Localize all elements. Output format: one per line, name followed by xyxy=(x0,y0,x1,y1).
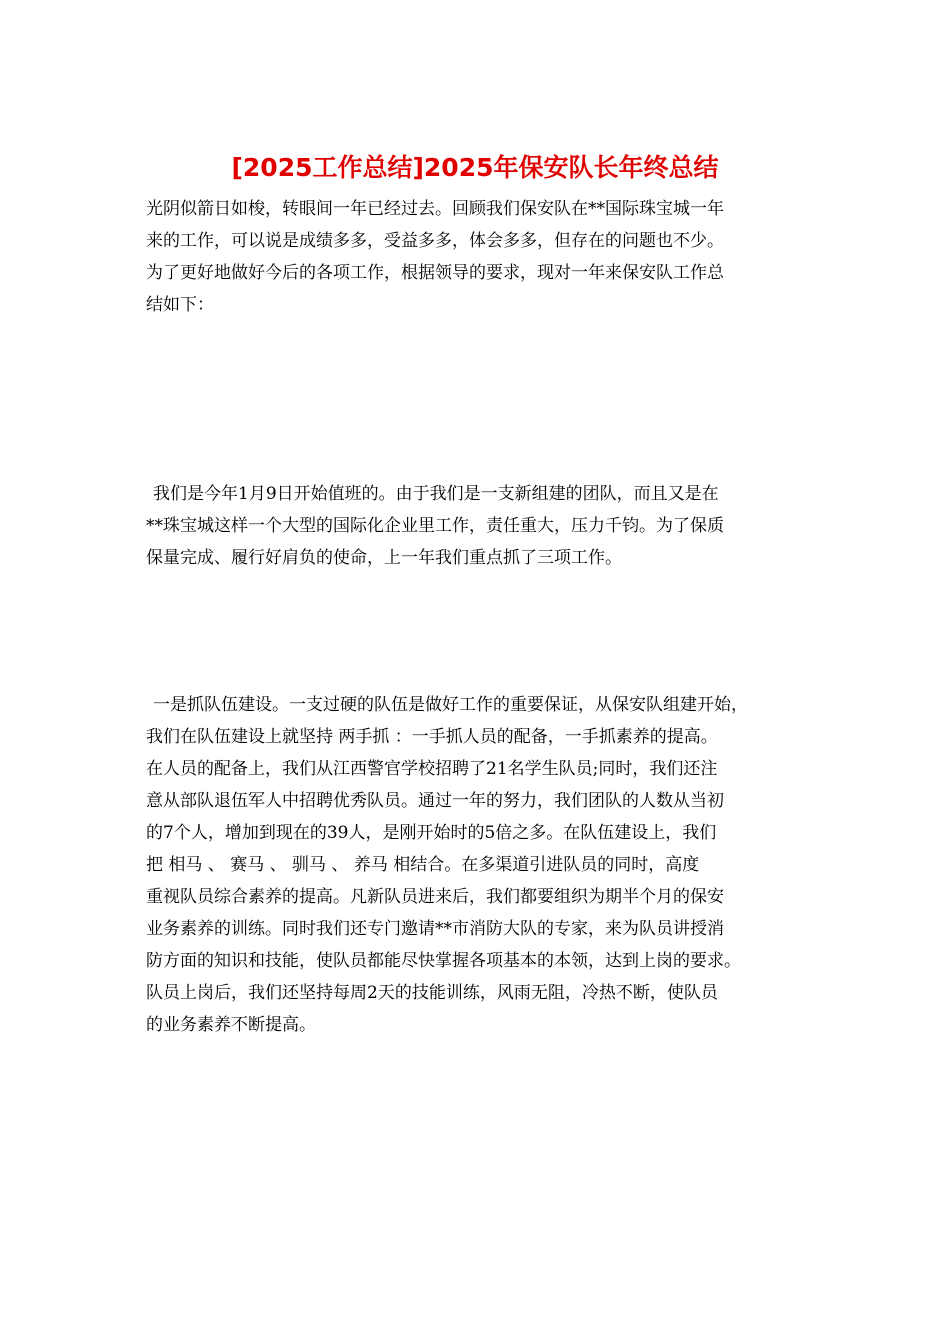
paragraph-line: 保量完成、履行好肩负的使命，上一年我们重点抓了三项工作。 xyxy=(146,548,622,568)
paragraph-team-building xyxy=(146,689,826,1041)
paragraph-line: 我们在队伍建设上就坚持 两手抓 ：一手抓人员的配备，一手抓素养的提高。 xyxy=(146,727,718,747)
paragraph-line: 的7个人，增加到现在的39人，是刚开始时的5倍之多。在队伍建设上，我们 xyxy=(146,823,717,843)
paragraph-line: 光阴似箭日如梭，转眼间一年已经过去。回顾我们保安队在**国际珠宝城一年 xyxy=(146,199,724,219)
paragraph-line: 业务素养的训练。同时我们还专门邀请**市消防大队的专家，来为队员讲授消 xyxy=(146,919,724,939)
paragraph-line: 在人员的配备上，我们从江西警官学校招聘了21名学生队员;同时，我们还注 xyxy=(146,759,718,779)
paragraph-line: 来的工作，可以说是成绩多多，受益多多，体会多多，但存在的问题也不少。 xyxy=(146,231,724,251)
paragraph-line: **珠宝城这样一个大型的国际化企业里工作，责任重大，压力千钧。为了保质 xyxy=(146,516,724,536)
paragraph-line: 一是抓队伍建设。一支过硬的队伍是做好工作的重要保证，从保安队组建开始， xyxy=(153,695,748,715)
paragraph-line: 防方面的知识和技能，使队员都能尽快掌握各项基本的本领，达到上岗的要求。 xyxy=(146,951,741,971)
paragraph-line: 意从部队退伍军人中招聘优秀队员。通过一年的努力，我们团队的人数从当初 xyxy=(146,791,724,811)
paragraph-line: 我们是今年1月9日开始值班的。由于我们是一支新组建的团队，而且又是在 xyxy=(153,484,719,504)
paragraph-line: 重视队员综合素养的提高。凡新队员进来后，我们都要组织为期半个月的保安 xyxy=(146,887,724,907)
paragraph-line: 为了更好地做好今后的各项工作，根据领导的要求，现对一年来保安队工作总 xyxy=(146,263,724,283)
document-title: [2025工作总结]2025年保安队长年终总结 xyxy=(231,153,719,182)
paragraph-overview xyxy=(146,478,826,574)
paragraph-line: 结如下： xyxy=(146,295,214,315)
paragraph-line: 把 相马 、 赛马 、 驯马 、 养马 相结合。在多渠道引进队员的同时，高度 xyxy=(146,855,700,875)
paragraph-line: 的业务素养不断提高。 xyxy=(146,1015,316,1035)
paragraph-line: 队员上岗后，我们还坚持每周2天的技能训练，风雨无阻，冷热不断，使队员 xyxy=(146,983,718,1003)
paragraph-intro xyxy=(146,193,826,321)
